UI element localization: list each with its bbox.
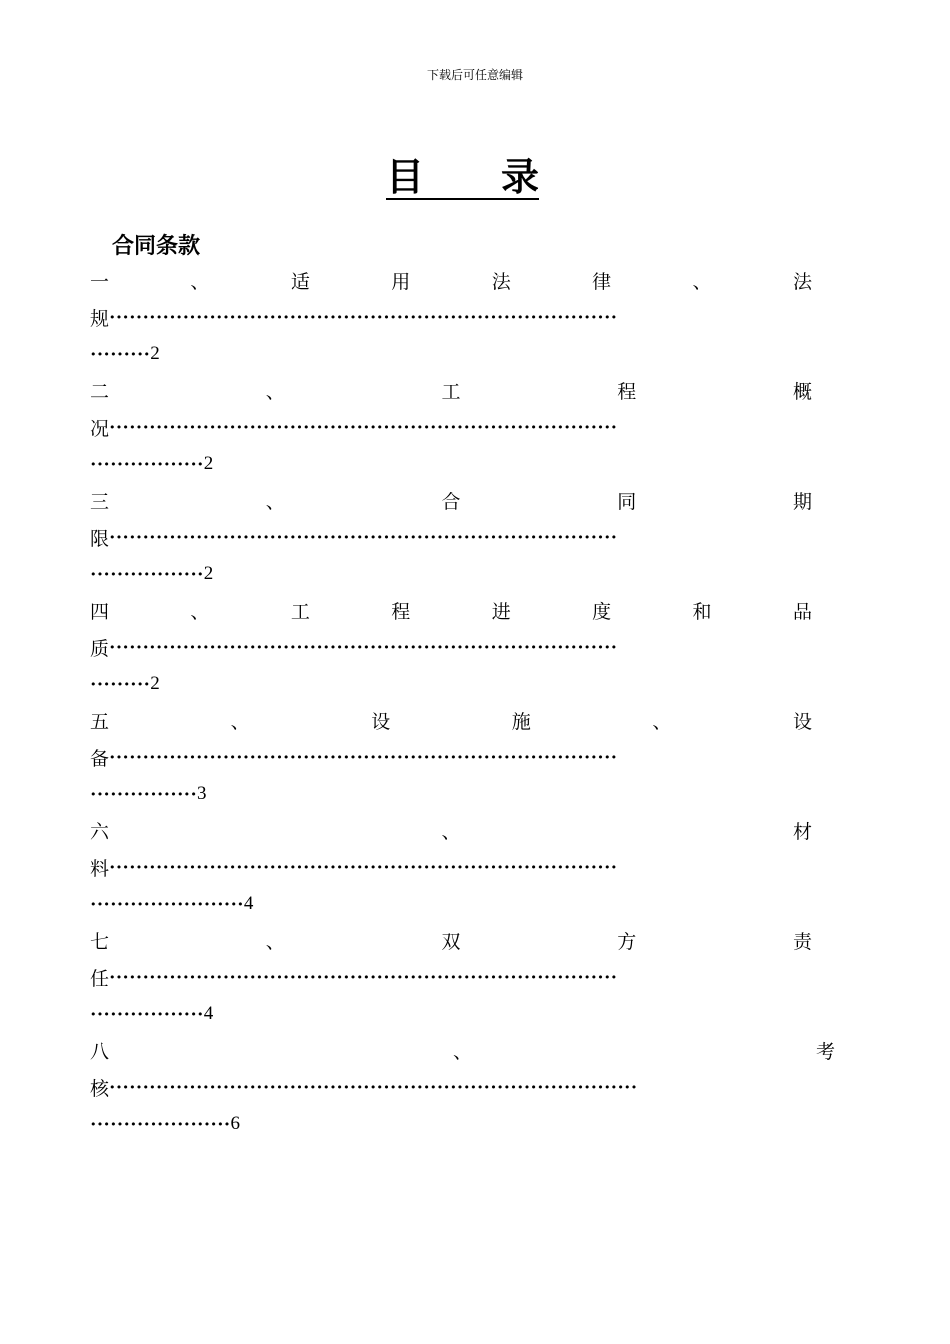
page-number: 2 <box>150 673 160 694</box>
toc-entry-title-line <box>90 592 812 628</box>
dot-leader: ••••••••••••••••••••••• <box>90 897 244 911</box>
toc-entry-last-char: 况 <box>90 417 110 440</box>
toc-entry-char: 合 <box>441 490 461 513</box>
section-heading: 合同条款 <box>112 234 201 259</box>
toc-entry-char: 、 <box>452 1040 472 1063</box>
toc-entry-char: 、 <box>265 380 285 403</box>
toc-entry-char: 品 <box>792 600 812 623</box>
toc-entry-char: 度 <box>592 600 612 623</box>
toc-entry-last-char: 规 <box>90 307 110 330</box>
toc-entry-page-line <box>90 996 213 1032</box>
toc-entry-char: 程 <box>617 380 637 403</box>
header-note: 下载后可任意编辑 <box>426 68 523 82</box>
dot-leader: ••••••••••••••••• <box>90 567 204 581</box>
dot-leader: •••••••••••••••••••••••••••••••••••••••••••••••••••••••••••••••••••••••••••• <box>109 970 618 984</box>
toc-entry-char: 和 <box>692 600 712 623</box>
toc-entry-char: 八 <box>90 1040 110 1063</box>
dot-leader: •••••••••••••••• <box>90 787 198 801</box>
toc-entry-char: 四 <box>90 600 110 623</box>
toc-entry-char: 考 <box>815 1040 835 1063</box>
toc-entry-last-char: 质 <box>90 637 110 660</box>
dot-leader: ••••••••••••••••• <box>90 1007 204 1021</box>
toc-entry-char: 、 <box>190 270 210 293</box>
dot-leader: •••••••••••••••••••••••••••••••••••••••••••••••••••••••••••••••••••••••••••• <box>109 420 618 434</box>
toc-entry-char: 材 <box>792 820 812 843</box>
dot-leader: •••••••••••••••••••••••••••••••••••••••••••••••••••••••••••••••••••••••••••• <box>109 640 618 654</box>
toc-entry-page-line <box>90 556 213 592</box>
dot-leader: •••••••••••••••••••••••••••••••••••••••••••••••••••••••••••••••••••••••••••• <box>109 860 618 874</box>
toc-entry-leader-line <box>90 848 617 886</box>
toc-entry-title-line <box>90 372 812 408</box>
toc-entry[interactable] <box>90 922 850 1032</box>
dot-leader: •••••••••••••••••••••••••••••••••••••••••••••••••••••••••••••••••••••••••••• <box>109 530 618 544</box>
toc-entry-last-char: 料 <box>90 857 110 880</box>
toc-entry-last-char: 任 <box>90 967 110 990</box>
toc-entry[interactable] <box>90 482 850 592</box>
toc-entry-title-line <box>90 702 812 738</box>
dot-leader: ••••••••• <box>90 677 151 691</box>
toc-entry-char: 法 <box>792 270 812 293</box>
toc-entry-char: 适 <box>290 270 310 293</box>
dot-leader: •••••••••••••••••••••••••••••••••••••••••••••••••••••••••••••••••••••••••••• <box>109 750 618 764</box>
toc-entry-char: 工 <box>441 380 461 403</box>
toc-entry-char: 设 <box>371 710 391 733</box>
toc-entry-char: 、 <box>441 820 461 843</box>
toc-entry[interactable] <box>90 372 850 482</box>
dot-leader: ••••••••••••••••••••••••••••••••••••••••••••••••••••••••••••••••••••••••••••••• <box>109 1080 638 1094</box>
toc-entry-leader-line <box>90 628 617 666</box>
toc-entry-char: 二 <box>90 380 110 403</box>
toc-entry-char: 七 <box>90 930 110 953</box>
toc-entry-page-line <box>90 336 160 372</box>
toc-entry[interactable] <box>90 592 850 702</box>
toc-entry-last-char: 核 <box>90 1077 110 1100</box>
toc-entry-title-line <box>90 812 812 848</box>
toc-entry-page-line <box>90 1106 240 1142</box>
toc-entry-last-char: 备 <box>90 747 110 770</box>
toc-entry-char: 法 <box>491 270 511 293</box>
toc-entry-char: 、 <box>190 600 210 623</box>
toc-entry-char: 六 <box>90 820 110 843</box>
toc-entry-char: 概 <box>792 380 812 403</box>
toc-entry-char: 用 <box>391 270 411 293</box>
toc-entry-char: 责 <box>792 930 812 953</box>
toc-entry-title-line <box>90 262 812 298</box>
toc-entry-char: 同 <box>617 490 637 513</box>
toc-entry[interactable] <box>90 812 850 922</box>
toc-entry[interactable] <box>90 262 850 372</box>
toc-entry-char: 五 <box>90 710 110 733</box>
toc-entry-leader-line <box>90 298 617 336</box>
toc-entry-char: 一 <box>90 270 110 293</box>
toc-entry-char: 工 <box>290 600 310 623</box>
page-number: 2 <box>203 563 214 584</box>
toc-entry-char: 、 <box>692 270 712 293</box>
toc-entry-title-line <box>90 922 812 958</box>
page-number: 2 <box>150 343 160 364</box>
toc-entry-leader-line <box>90 958 617 996</box>
dot-leader: ••••••••••••••••••••• <box>90 1117 231 1131</box>
toc-entry-leader-line <box>90 738 617 776</box>
toc-entry-page-line <box>90 666 160 702</box>
toc-entry-char: 双 <box>441 930 461 953</box>
title-char-1: 目 <box>386 154 425 199</box>
page-number: 3 <box>197 783 207 804</box>
page-title <box>386 156 539 200</box>
toc-entry-char: 设 <box>792 710 812 733</box>
toc-entry-last-char: 限 <box>90 527 110 550</box>
dot-leader: ••••••••• <box>90 347 151 361</box>
toc-entry-char: 进 <box>491 600 511 623</box>
table-of-contents <box>90 262 850 1142</box>
toc-entry-leader-line <box>90 1068 637 1106</box>
page-number: 2 <box>203 453 214 474</box>
toc-entry-char: 程 <box>391 600 411 623</box>
toc-entry[interactable] <box>90 702 850 812</box>
toc-entry-leader-line <box>90 408 617 446</box>
title-char-2: 录 <box>500 154 539 199</box>
toc-entry-leader-line <box>90 518 617 556</box>
toc-entry-char: 、 <box>265 490 285 513</box>
toc-entry-char: 、 <box>230 710 250 733</box>
toc-entry-char: 、 <box>265 930 285 953</box>
toc-entry-page-line <box>90 446 213 482</box>
page-number: 4 <box>203 1003 214 1024</box>
toc-entry-title-line <box>90 482 812 518</box>
toc-entry-char: 律 <box>592 270 612 293</box>
toc-entry-char: 期 <box>792 490 812 513</box>
toc-entry-char: 方 <box>617 930 637 953</box>
toc-entry-title-line <box>90 1032 835 1068</box>
dot-leader: ••••••••••••••••• <box>90 457 204 471</box>
toc-entry[interactable] <box>90 1032 850 1142</box>
toc-entry-page-line <box>90 886 253 922</box>
toc-entry-char: 三 <box>90 490 110 513</box>
toc-entry-page-line <box>90 776 207 812</box>
page-number: 4 <box>243 893 254 914</box>
dot-leader: •••••••••••••••••••••••••••••••••••••••••••••••••••••••••••••••••••••••••••• <box>109 310 618 324</box>
page-number: 6 <box>230 1113 240 1134</box>
toc-entry-char: 、 <box>652 710 672 733</box>
toc-entry-char: 施 <box>511 710 531 733</box>
